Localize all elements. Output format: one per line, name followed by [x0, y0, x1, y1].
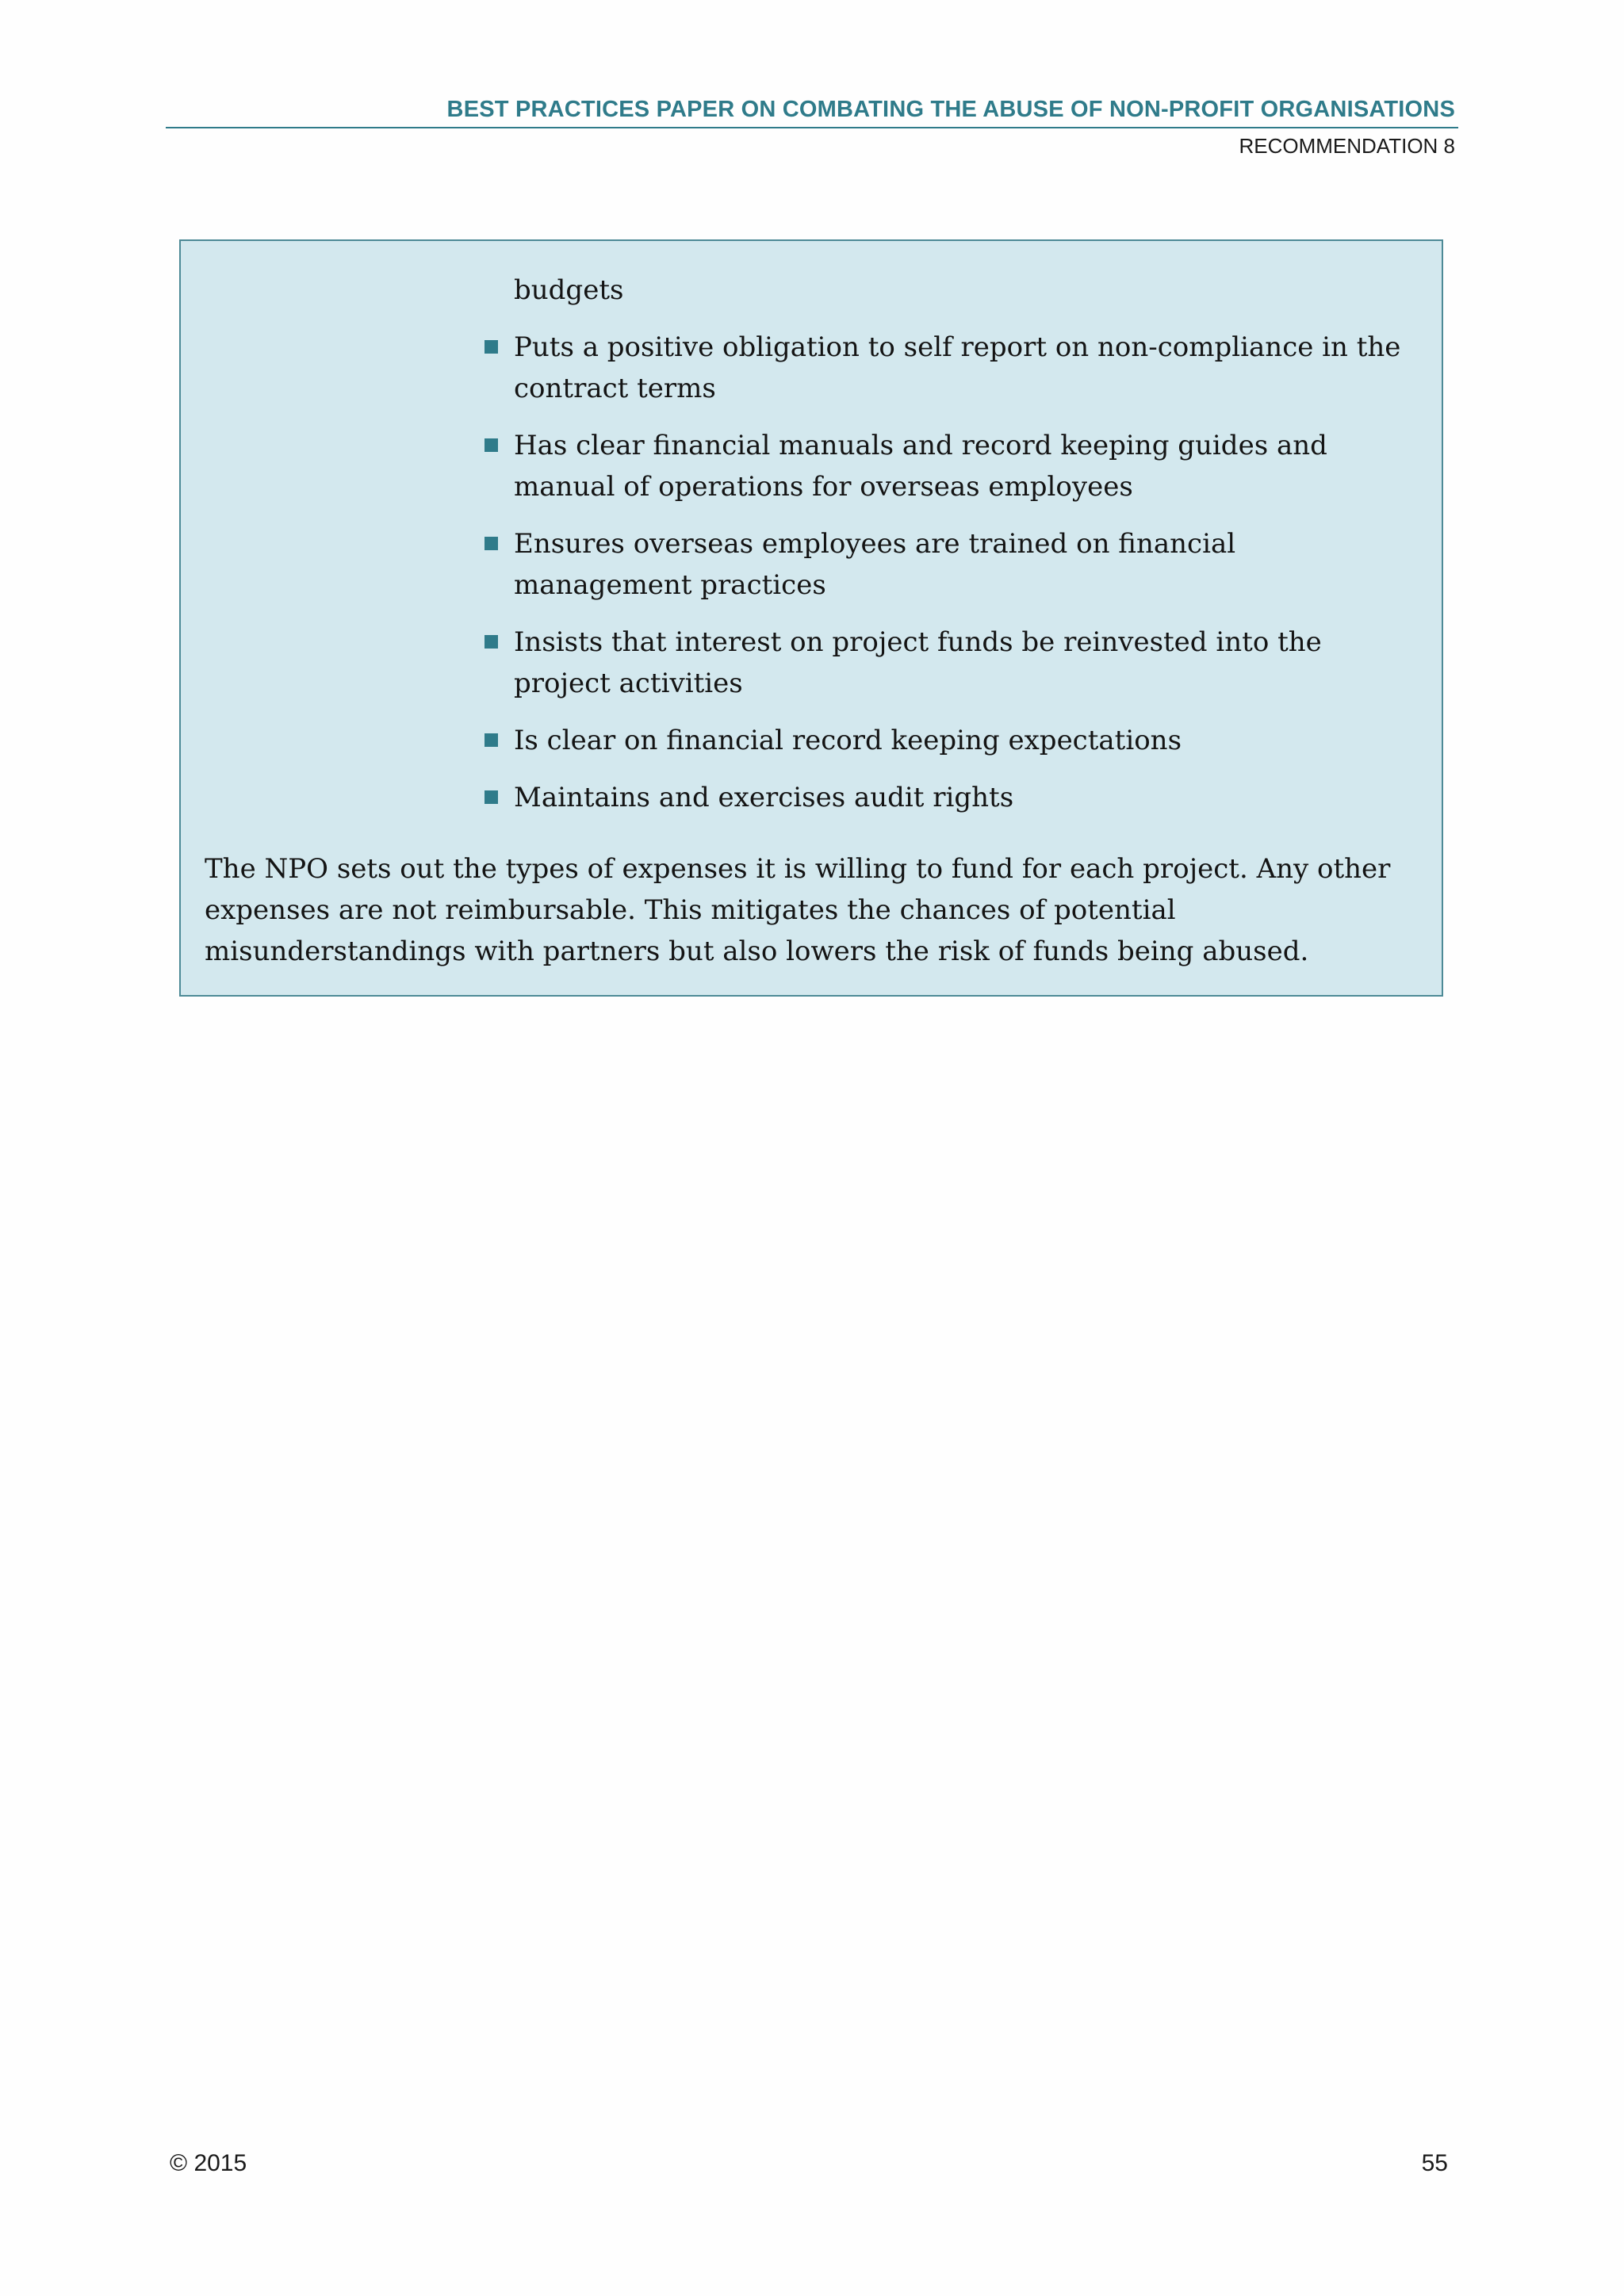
square-bullet-icon: [485, 635, 498, 649]
section-label: RECOMMENDATION 8: [1239, 134, 1455, 158]
list-item-text: Is clear on financial record keeping expectations: [514, 725, 1182, 756]
list-item: [514, 523, 1418, 606]
page-header: [166, 94, 1458, 160]
list-item: [514, 622, 1418, 704]
list-item-text: Ensures overseas employees are trained on financial management practices: [514, 528, 1236, 601]
list-item: [514, 720, 1418, 761]
square-bullet-icon: [485, 790, 498, 804]
list-item: [514, 777, 1418, 818]
square-bullet-icon: [485, 438, 498, 452]
case-study-box: [179, 239, 1443, 997]
list-item-text: Has clear financial manuals and record keeping guides and manual of operations for overseas employees: [514, 430, 1327, 503]
list-item: [514, 425, 1418, 507]
document-title: BEST PRACTICES PAPER ON COMBATING THE ABUSE OF NON-PROFIT ORGANISATIONS: [446, 97, 1455, 122]
copyright-notice: © 2015: [170, 2150, 247, 2176]
list-item-text: Maintains and exercises audit rights: [514, 782, 1014, 813]
square-bullet-icon: [485, 733, 498, 747]
bullet-list: [205, 327, 1418, 818]
list-item: [514, 327, 1418, 409]
continued-bullet-text: budgets: [514, 274, 624, 306]
list-item-text: Puts a positive obligation to self report on non-compliance in the contract terms: [514, 331, 1401, 404]
square-bullet-icon: [485, 537, 498, 550]
box-content: [205, 270, 1418, 999]
page-number: 55: [1421, 2150, 1448, 2176]
square-bullet-icon: [485, 340, 498, 354]
box-paragraph: The NPO sets out the types of expenses it is willing to fund for each project. Any other expenses are not reimbursable. This mitigates the chances of potential misunderstandings with partners but also lowers the risk of funds being abused.: [205, 853, 1391, 967]
list-item-text: Insists that interest on project funds be reinvested into the project activities: [514, 626, 1322, 699]
header-divider: [166, 127, 1458, 128]
